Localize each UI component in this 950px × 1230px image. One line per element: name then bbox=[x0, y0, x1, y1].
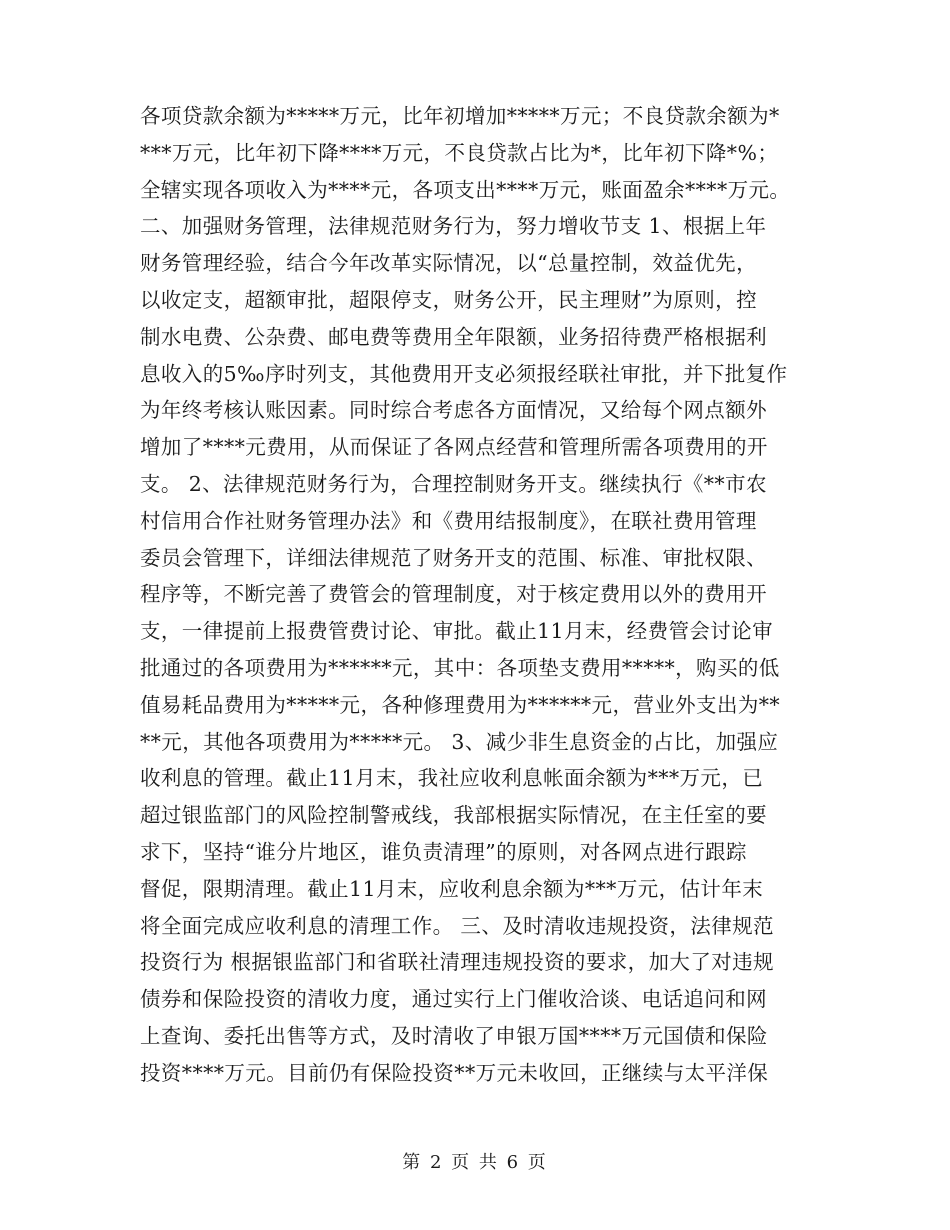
text-line: 值易耗品费用为*****元，各种修理费用为******元，营业外支出为** bbox=[140, 692, 781, 717]
text-line: 全辖实现各项收入为****元，各项支出****万元，账面盈余****万元。 bbox=[140, 177, 791, 202]
text-line: 二、加强财务管理，法律规范财务行为，努力增收节支 1、根据上年 bbox=[140, 214, 767, 239]
text-line: 上查询、委托出售等方式，及时清收了申银万国****万元国债和保险 bbox=[140, 1023, 768, 1048]
text-line: 以收定支，超额审批，超限停支，财务公开，民主理财”为原则，控 bbox=[140, 287, 757, 312]
text-line: 息收入的5‰序时列支，其他费用开支必须报经联社审批，并下批复作 bbox=[140, 361, 788, 386]
text-line: 增加了****元费用，从而保证了各网点经营和管理所需各项费用的开 bbox=[140, 435, 768, 460]
text-line: 制水电费、公杂费、邮电费等费用全年限额，业务招待费严格根据利 bbox=[140, 324, 767, 349]
page-number-footer: 第 2 页 共 6 页 bbox=[402, 1152, 548, 1173]
text-line: 求下，坚持“谁分片地区，谁负责清理”的原则，对各网点进行跟踪 bbox=[140, 839, 747, 864]
text-line: 支，一律提前上报费管费讨论、审批。截止11月末，经费管会讨论审 bbox=[140, 619, 773, 644]
text-line: 督促，限期清理。截止11月末，应收利息余额为***万元，估计年末 bbox=[140, 876, 764, 901]
text-line: ***万元，比年初下降****万元，不良贷款占比为*，比年初下降*%； bbox=[140, 140, 779, 165]
text-line: 超过银监部门的风险控制警戒线，我部根据实际情况，在主任室的要 bbox=[140, 803, 767, 828]
text-line: 将全面完成应收利息的清理工作。 三、及时清收违规投资，法律规范 bbox=[140, 913, 774, 938]
text-line: 批通过的各项费用为******元，其中：各项垫支费用*****，购买的低 bbox=[140, 655, 780, 680]
text-line: 债券和保险投资的清收力度，通过实行上门催收洽谈、电话追问和网 bbox=[140, 987, 767, 1012]
text-line: **元，其他各项费用为*****元。 3、减少非生息资金的占比，加强应 bbox=[140, 729, 779, 754]
text-line: 各项贷款余额为*****万元，比年初增加*****万元；不良贷款余额为* bbox=[140, 104, 780, 128]
text-line: 支。 2、法律规范财务行为，合理控制财务开支。继续执行《**市农 bbox=[140, 471, 767, 496]
text-line: 投资****万元。目前仍有保险投资**万元未收回，正继续与太平洋保 bbox=[140, 1060, 769, 1085]
body-text bbox=[140, 98, 820, 1092]
text-line: 程序等，不断完善了费管会的管理制度，对于核定费用以外的费用开 bbox=[140, 582, 767, 607]
text-line: 收利息的管理。截止11月末，我社应收利息帐面余额为***万元，已 bbox=[140, 766, 764, 791]
text-line: 委员会管理下，详细法律规范了财务开支的范围、标准、审批权限、 bbox=[140, 545, 767, 570]
text-line: 为年终考核认账因素。同时综合考虑各方面情况，又给每个网点额外 bbox=[140, 398, 767, 423]
text-line: 财务管理经验，结合今年改革实际情况，以“总量控制，效益优先， bbox=[140, 251, 757, 276]
text-line: 村信用合作社财务管理办法》和《费用结报制度》，在联社费用管理 bbox=[140, 508, 757, 533]
text-line: 投资行为 根据银监部门和省联社清理违规投资的要求，加大了对违规 bbox=[140, 950, 774, 975]
